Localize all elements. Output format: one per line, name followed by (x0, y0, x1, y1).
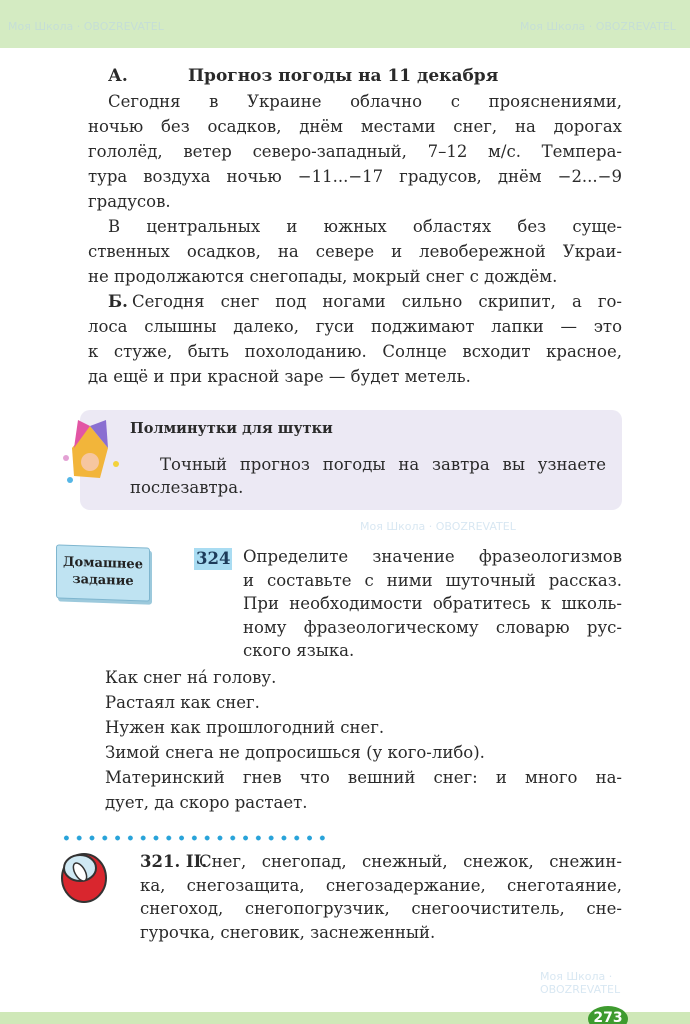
paragraph-line: В центральных и южных областях без суще- (108, 217, 622, 236)
answer-line: гурочка, снеговик, заснеженный. (140, 922, 436, 942)
answer-line: ка, снегозащита, снегозадержание, снеготаяние, (140, 875, 622, 895)
phrase-line: дует, да скоро растает. (105, 793, 308, 812)
phrase-line: Зимой снега не допросишься (у кого-либо). (105, 743, 485, 762)
homework-tag-line1: Домашнее (63, 554, 143, 573)
phrase-line: Нужен как прошлогодний снег. (105, 718, 385, 737)
watermark: Моя Школа · OBOZREVATEL (520, 20, 676, 33)
phrase-line: Растаял как снег. (105, 693, 260, 712)
joke-line: Точный прогноз погоды на завтра вы узнаете (160, 455, 606, 474)
paragraph-line: тура воздуха ночью −11...−17 градусов, днём −2...−9 (88, 167, 622, 186)
paragraph-line: гололёд, ветер северо-западный, 7–12 м/с. Темпера- (88, 142, 622, 161)
page-number: 273 (588, 1006, 628, 1024)
jester-icon (60, 418, 122, 490)
phrase-line: Как снег на́ голову. (105, 668, 277, 687)
exercise-number: 324 (196, 549, 231, 568)
watermark: Моя Школа · OBOZREVATEL (8, 20, 164, 33)
paragraph-line: Сегодня в Украине облачно с прояснениями, (108, 92, 622, 111)
task-line: При необходимости обратитесь к школь- (243, 594, 622, 613)
paragraph-line: Сегодня снег под ногами сильно скрипит, а го- (132, 292, 622, 311)
section-b-label: Б. (108, 292, 128, 311)
paragraph-line: к стуже, быть похолоданию. Солнце всходит красное, (88, 342, 622, 361)
paragraph-line: не продолжаются снегопады, мокрый снег с дождём. (88, 267, 558, 286)
answer-line: снегоход, снегопогрузчик, снегоочиститель, сне- (140, 899, 622, 918)
paragraph-line: ственных осадков, на севере и левобережной Украи- (88, 242, 622, 261)
paragraph-line: лоса слышны далеко, гуси поджимают лапки — это (88, 317, 622, 336)
section-a-title: Прогноз погоды на 11 декабря (188, 66, 499, 86)
paragraph-line: градусов. (88, 192, 171, 211)
answer-number: 321. II. (140, 852, 208, 871)
homework-tag (56, 544, 150, 601)
footer-band (0, 1012, 690, 1024)
watermark: Моя Школа · OBOZREVATEL (360, 520, 516, 533)
paragraph-line: ночью без осадков, днём местами снег, на дорогах (88, 117, 622, 136)
task-line: ского языка. (243, 641, 355, 660)
mascot-icon (58, 850, 110, 906)
section-a-label: А. (108, 66, 128, 86)
task-line: ному фразеологическому словарю рус- (243, 617, 622, 637)
task-line: и составьте с ними шуточный рассказ. (243, 570, 622, 590)
task-line: Определите значение фразеологизмов (243, 547, 622, 566)
homework-tag-line2: задание (72, 571, 134, 590)
watermark: Моя Школа · OBOZREVATEL (540, 970, 621, 996)
joke-line: послезавтра. (130, 478, 244, 497)
joke-title: Полминутки для шутки (130, 420, 333, 437)
paragraph-line: да ещё и при красной заре — будет метель. (88, 367, 471, 386)
answer-line: Снег, снегопад, снежный, снежок, снежин- (199, 852, 622, 871)
dotted-divider (60, 834, 328, 842)
phrase-line: Материнский гнев что вешний снег: и много на- (105, 768, 622, 787)
